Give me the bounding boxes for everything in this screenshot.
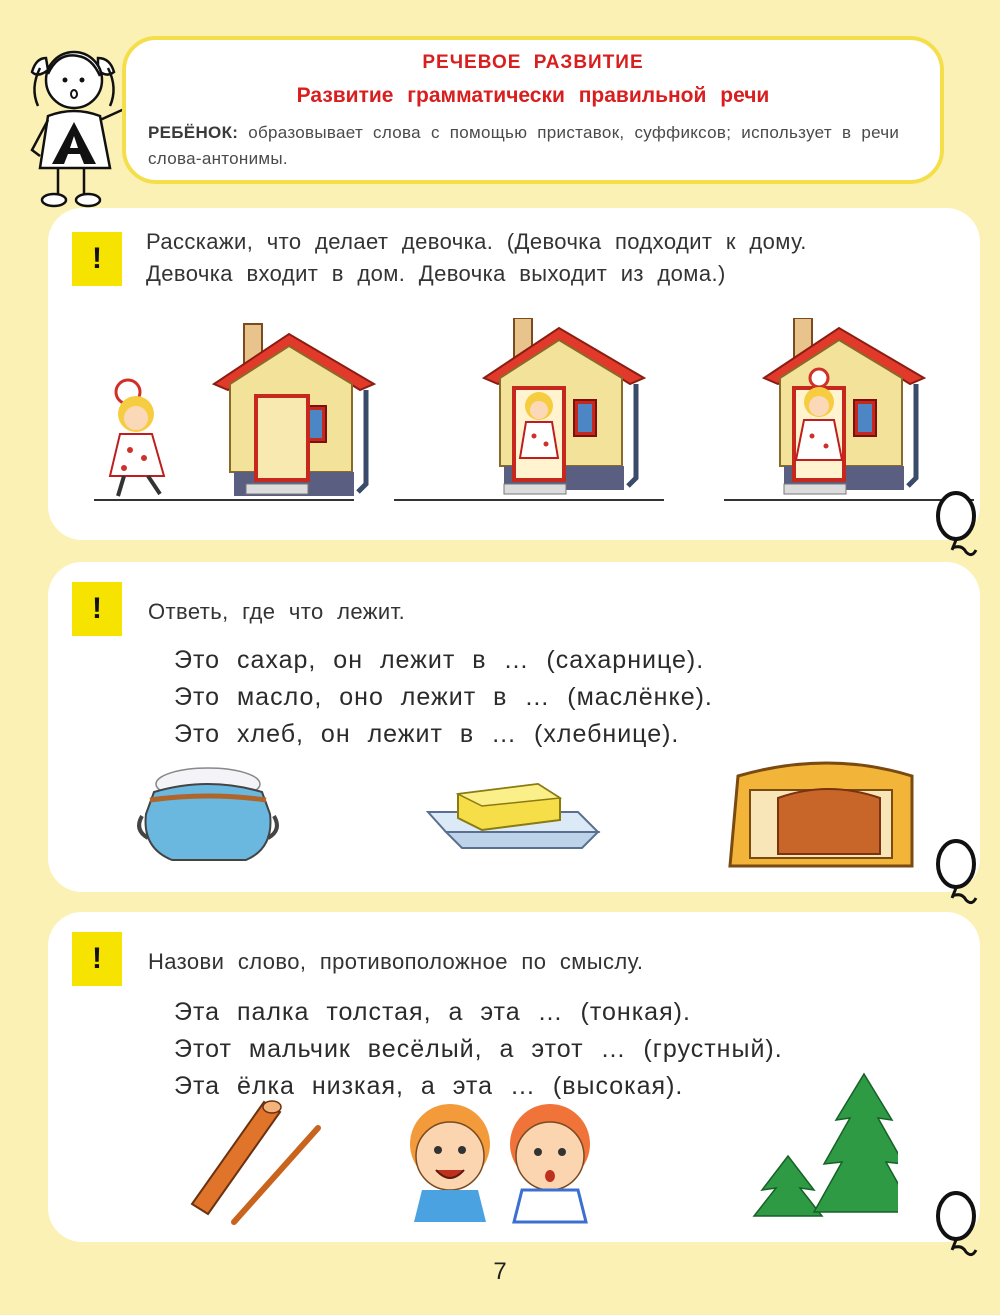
question-balloon-icon [932,1188,984,1258]
exercise-line: Этот мальчик весёлый, а этот … (грустный). [174,1035,783,1063]
exercise-panel-antonyms [48,912,980,1242]
child-label: РЕБЁНОК: [148,123,239,142]
exercise-lines [174,642,713,753]
sticks-boys-trees-illustrations [178,1072,898,1242]
exercise-line: Эта ёлка низкая, а эта … (высокая). [174,1072,684,1100]
girl-and-house-illustrations [94,318,974,518]
child-objective: образовывает слова с помощью приставок, суффиксов; использует в речи слова-антонимы. [148,123,900,168]
section-title: РЕЧЕВОЕ РАЗВИТИЕ [422,52,644,73]
question-balloon-icon [932,836,984,906]
exclamation-marker-icon: ! [72,232,122,286]
exclamation-marker-icon: ! [72,582,122,636]
exercise-line: Это сахар, он лежит в … (сахарнице). [174,646,705,674]
mascot-letter-a-girl-icon [18,28,138,208]
objectives-box [122,36,944,184]
exercise-instruction [146,226,807,290]
exclamation-marker-icon: ! [72,932,122,986]
question-balloon-icon [932,488,984,558]
exercise-panel-where-lies [48,562,980,892]
instruction-line: Девочка входит в дом. Девочка выходит из дома.) [146,261,726,286]
page-number: 7 [493,1258,507,1285]
sugar-butter-bread-illustrations [128,756,948,876]
exercise-instruction: Назови слово, противоположное по смыслу. [148,949,644,974]
exercise-instruction: Ответь, где что лежит. [148,599,406,624]
exercise-line: Эта палка толстая, а эта … (тонкая). [174,998,691,1026]
exercise-panel-girl-house [48,208,980,540]
exercise-line: Это хлеб, он лежит в … (хлебнице). [174,720,680,748]
exercise-line: Это масло, оно лежит в … (маслёнке). [174,683,713,711]
instruction-line: Расскажи, что делает девочка. (Девочка подходит к дому. [146,229,807,254]
topic-title: Развитие грамматически правильной речи [296,84,770,107]
objective-text [148,120,922,172]
